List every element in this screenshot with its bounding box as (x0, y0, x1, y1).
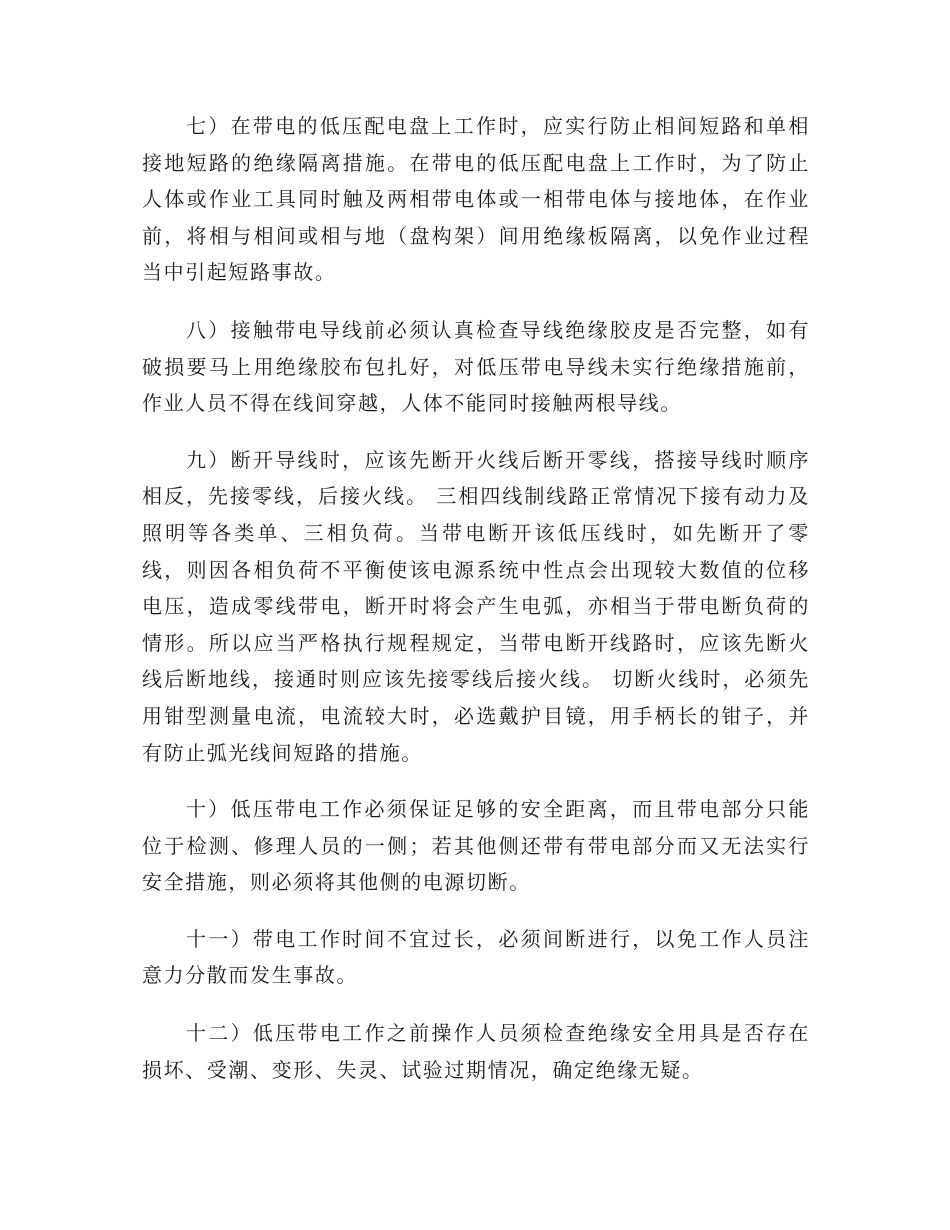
paragraph-8: 八）接触带电导线前必须认真检查导线绝缘胶皮是否完整，如有破损要马上用绝缘胶布包扎好，对低压带电导线未实行绝缘措施前，作业人员不得在线间穿越，人体不能同时接触两根导线。 (142, 317, 810, 416)
paragraph-9: 九）断开导线时，应该先断开火线后断开零线，搭接导线时顺序相反，先接零线，后接火线。 三相四线制线路正常情况下接有动力及照明等各类单、三相负荷。当带电断开该低压线时，如先断开了零线，则因各相负荷不平衡使该电源系统中性点会出现较大数值的位移电压，造成零线带电，断开时将会产生电弧，亦相当于带电断负荷的情形。所以应当严格执行规程规定，当带电断开线路时，应该先断火线后断地线，接通时则应该先接零线后接火线。 切断火线时，必须先用钳型测量电流，电流较大时，必选戴护目镜，用手柄长的钳子，并有防止弧光线间短路的措施。 (142, 447, 810, 765)
paragraph-11: 十一）带电工作时间不宜过长，必须间断进行，以免工作人员注意力分散而发生事故。 (142, 926, 810, 988)
paragraph-12: 十二）低压带电工作之前操作人员须检查绝缘安全用具是否存在损坏、受潮、变形、失灵、试验过期情况，确定绝缘无疑。 (142, 1021, 810, 1082)
paragraph-10: 十）低压带电工作必须保证足够的安全距离，而且带电部分只能位于检测、修理人员的一侧；若其他侧还带有带电部分而又无法实行安全措施，则必须将其他侧的电源切断。 (142, 797, 810, 895)
paragraph-7: 七）在带电的低压配电盘上工作时，应实行防止相间短路和单相接地短路的绝缘隔离措施。在带电的低压配电盘上工作时，为了防止人体或作业工具同时触及两相带电体或一相带电体与接地体，在作业前，将相与相间或相与地（盘构架）间用绝缘板隔离，以免作业过程当中引起短路事故。 (142, 114, 810, 285)
